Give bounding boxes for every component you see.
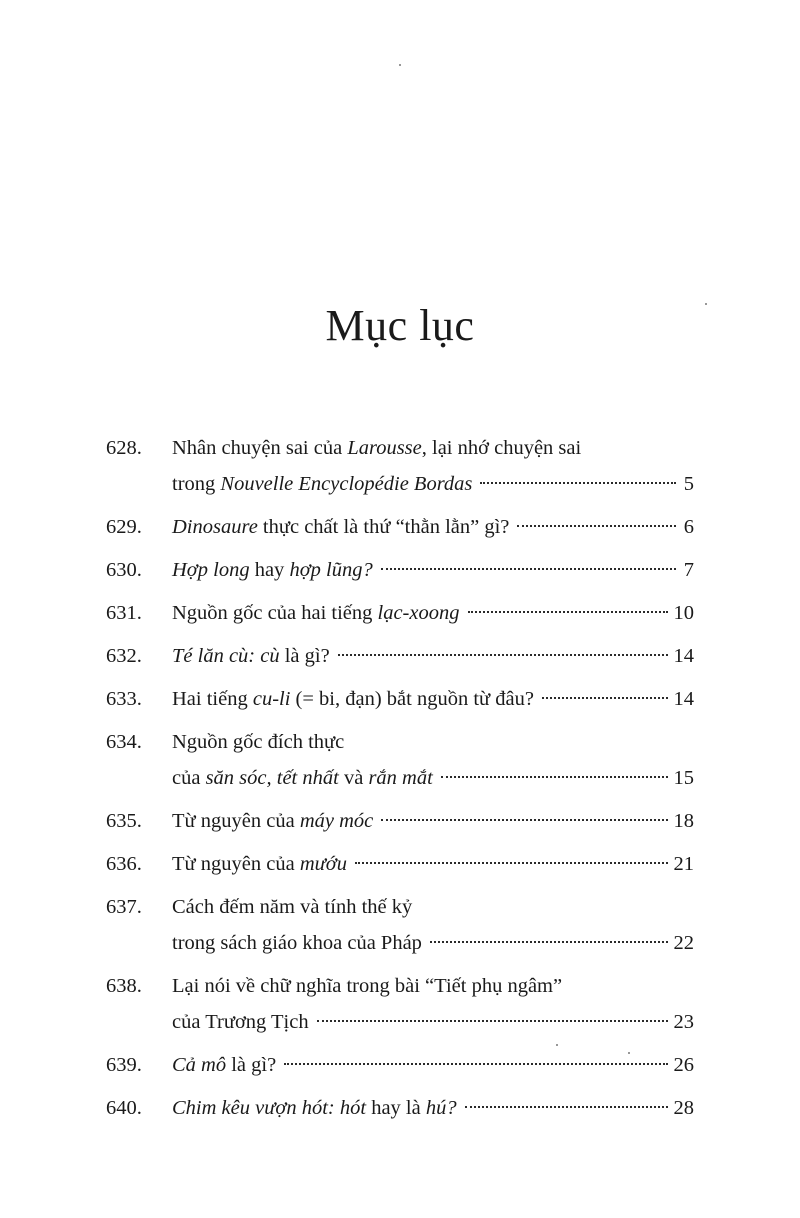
toc-entry-title (172, 968, 694, 1004)
toc-entry-line (0, 466, 800, 502)
toc-title-segment: Từ nguyên của (172, 810, 300, 832)
toc-page-number: 5 (683, 473, 694, 495)
toc-entry-number: 633. (106, 688, 142, 710)
dot-leader (381, 819, 667, 821)
toc-entry-title (172, 509, 694, 545)
toc-entry[interactable] (0, 552, 800, 588)
toc-title-segment: , lại nhớ chuyện sai (421, 437, 582, 459)
toc-entry-title (172, 681, 694, 717)
toc-entry-line (0, 925, 800, 961)
toc-title-italic-segment: Hợp long (172, 559, 250, 581)
dot-leader (284, 1063, 667, 1065)
toc-title-segment: Hai tiếng (172, 688, 253, 710)
toc-page-number: 26 (673, 1054, 694, 1076)
toc-title-italic-segment: Dinosaure (172, 516, 258, 538)
toc-page-number: 23 (673, 1011, 694, 1033)
toc-entry-number: 639. (106, 1054, 142, 1076)
toc-title-segment: Nhân chuyện sai của (172, 437, 348, 459)
toc-entry-line (0, 889, 800, 925)
dot-leader (355, 862, 668, 864)
toc-title-segment: trong sách giáo khoa của Pháp (172, 932, 422, 954)
toc-entry[interactable] (0, 724, 800, 796)
toc-title-italic-segment: mướu (299, 853, 347, 875)
toc-entry[interactable] (0, 595, 800, 631)
toc-title-segment: là gì? (279, 645, 330, 667)
toc-entry-title (172, 552, 694, 588)
toc-title-segment: Cách đếm năm và tính thế kỷ (172, 896, 413, 918)
dot-leader (381, 568, 676, 570)
speck (628, 1052, 630, 1054)
toc-title-italic-segment: rắn mắt (368, 767, 433, 789)
toc-entry-line (0, 430, 800, 466)
toc-page-number: 22 (673, 932, 694, 954)
toc-entry-title (172, 466, 694, 502)
toc-title-segment: của Trương Tịch (172, 1011, 309, 1033)
toc-entry[interactable] (0, 509, 800, 545)
speck (399, 64, 401, 66)
toc-entry-line (0, 1090, 800, 1126)
toc-entry[interactable] (0, 430, 800, 502)
toc-title-segment: của (172, 767, 206, 789)
dot-leader (517, 525, 676, 527)
toc-title-segment: là gì? (226, 1054, 277, 1076)
toc-entry[interactable] (0, 846, 800, 882)
toc-entry-line (0, 760, 800, 796)
toc-entry-title (172, 1047, 694, 1083)
toc-entry-title (172, 760, 694, 796)
toc-entry-line (0, 595, 800, 631)
toc-title-segment: Nguồn gốc của hai tiếng (172, 602, 378, 624)
toc-entry-title (172, 430, 694, 466)
toc-title-italic-segment: cu-li (252, 688, 291, 710)
toc-page-number: 7 (683, 559, 694, 581)
page-title: Mục lục (325, 301, 475, 350)
toc-title-italic-segment: lạc-xoong (377, 602, 460, 624)
toc-entry-title (172, 889, 694, 925)
toc-entry[interactable] (0, 889, 800, 961)
toc-entry-number: 630. (106, 559, 142, 581)
toc-title-segment: Lại nói về chữ nghĩa trong bài “Tiết phụ ngâm” (172, 975, 563, 997)
toc-title-segment: Nguồn gốc đích thực (172, 731, 345, 753)
toc-entry-title (172, 638, 694, 674)
toc-page-number: 10 (673, 602, 694, 624)
table-of-contents (0, 430, 800, 1133)
dot-leader (441, 776, 668, 778)
dot-leader (542, 697, 668, 699)
toc-entry-number: 629. (106, 516, 142, 538)
toc-entry-number: 628. (106, 437, 142, 459)
toc-entry-number: 636. (106, 853, 142, 875)
toc-entry-line (0, 1004, 800, 1040)
toc-entry-line (0, 724, 800, 760)
toc-title-segment: (= bi, đạn) bắt nguồn từ đâu? (290, 688, 534, 710)
toc-entry-line (0, 968, 800, 1004)
toc-entry-line (0, 552, 800, 588)
toc-entry-number: 637. (106, 896, 142, 918)
toc-entry[interactable] (0, 638, 800, 674)
toc-title-italic-segment: Cả mô (172, 1054, 227, 1076)
dot-leader (468, 611, 668, 613)
toc-entry[interactable] (0, 968, 800, 1040)
toc-entry[interactable] (0, 681, 800, 717)
toc-title-italic-segment: hợp lũng? (289, 559, 373, 581)
toc-entry-line (0, 846, 800, 882)
toc-entry-number: 631. (106, 602, 142, 624)
toc-entry-number: 640. (106, 1097, 142, 1119)
toc-entry-line (0, 638, 800, 674)
toc-entry-number: 635. (106, 810, 142, 832)
toc-title-italic-segment: Chim kêu vượn hót: hót (172, 1097, 367, 1119)
toc-entry[interactable] (0, 803, 800, 839)
dot-leader (430, 941, 668, 943)
dot-leader (465, 1106, 668, 1108)
toc-title-italic-segment: hú? (425, 1097, 457, 1119)
dot-leader (338, 654, 668, 656)
toc-entry-title (172, 1004, 694, 1040)
toc-entry-line (0, 1047, 800, 1083)
dot-leader (480, 482, 676, 484)
toc-title-segment: hay (249, 559, 290, 581)
toc-page-number: 15 (673, 767, 694, 789)
toc-page-number: 6 (683, 516, 694, 538)
toc-entry-line (0, 803, 800, 839)
speck (705, 303, 707, 305)
toc-title-segment: thực chất là thứ “thằn lằn” gì? (257, 516, 510, 538)
toc-entry-title (172, 724, 694, 760)
toc-entry-title (172, 595, 694, 631)
toc-entry[interactable] (0, 1090, 800, 1126)
toc-title-italic-segment: săn sóc, tết nhất (205, 767, 339, 789)
toc-entry-title (172, 803, 694, 839)
toc-title-segment: trong (172, 473, 221, 495)
toc-entry[interactable] (0, 1047, 800, 1083)
toc-title-segment: Từ nguyên của (172, 853, 300, 875)
toc-page-number: 21 (673, 853, 694, 875)
toc-entry-title (172, 925, 694, 961)
toc-title-italic-segment: Té lăn cù: cù (172, 645, 280, 667)
toc-entry-number: 634. (106, 731, 142, 753)
toc-entry-line (0, 509, 800, 545)
toc-page-number: 14 (673, 645, 694, 667)
toc-entry-title (172, 846, 694, 882)
toc-title-italic-segment: Nouvelle Encyclopédie Bordas (220, 473, 473, 495)
toc-page-number: 28 (673, 1097, 694, 1119)
toc-page-number: 14 (673, 688, 694, 710)
toc-entry-line (0, 681, 800, 717)
toc-title-italic-segment: Larousse (347, 437, 422, 459)
toc-title-segment: và (338, 767, 369, 789)
toc-entry-number: 632. (106, 645, 142, 667)
dot-leader (317, 1020, 668, 1022)
toc-page-number: 18 (673, 810, 694, 832)
toc-title-segment: hay là (366, 1097, 426, 1119)
toc-entry-number: 638. (106, 975, 142, 997)
toc-entry-title (172, 1090, 694, 1126)
speck (556, 1044, 558, 1046)
toc-title-italic-segment: máy móc (299, 810, 374, 832)
